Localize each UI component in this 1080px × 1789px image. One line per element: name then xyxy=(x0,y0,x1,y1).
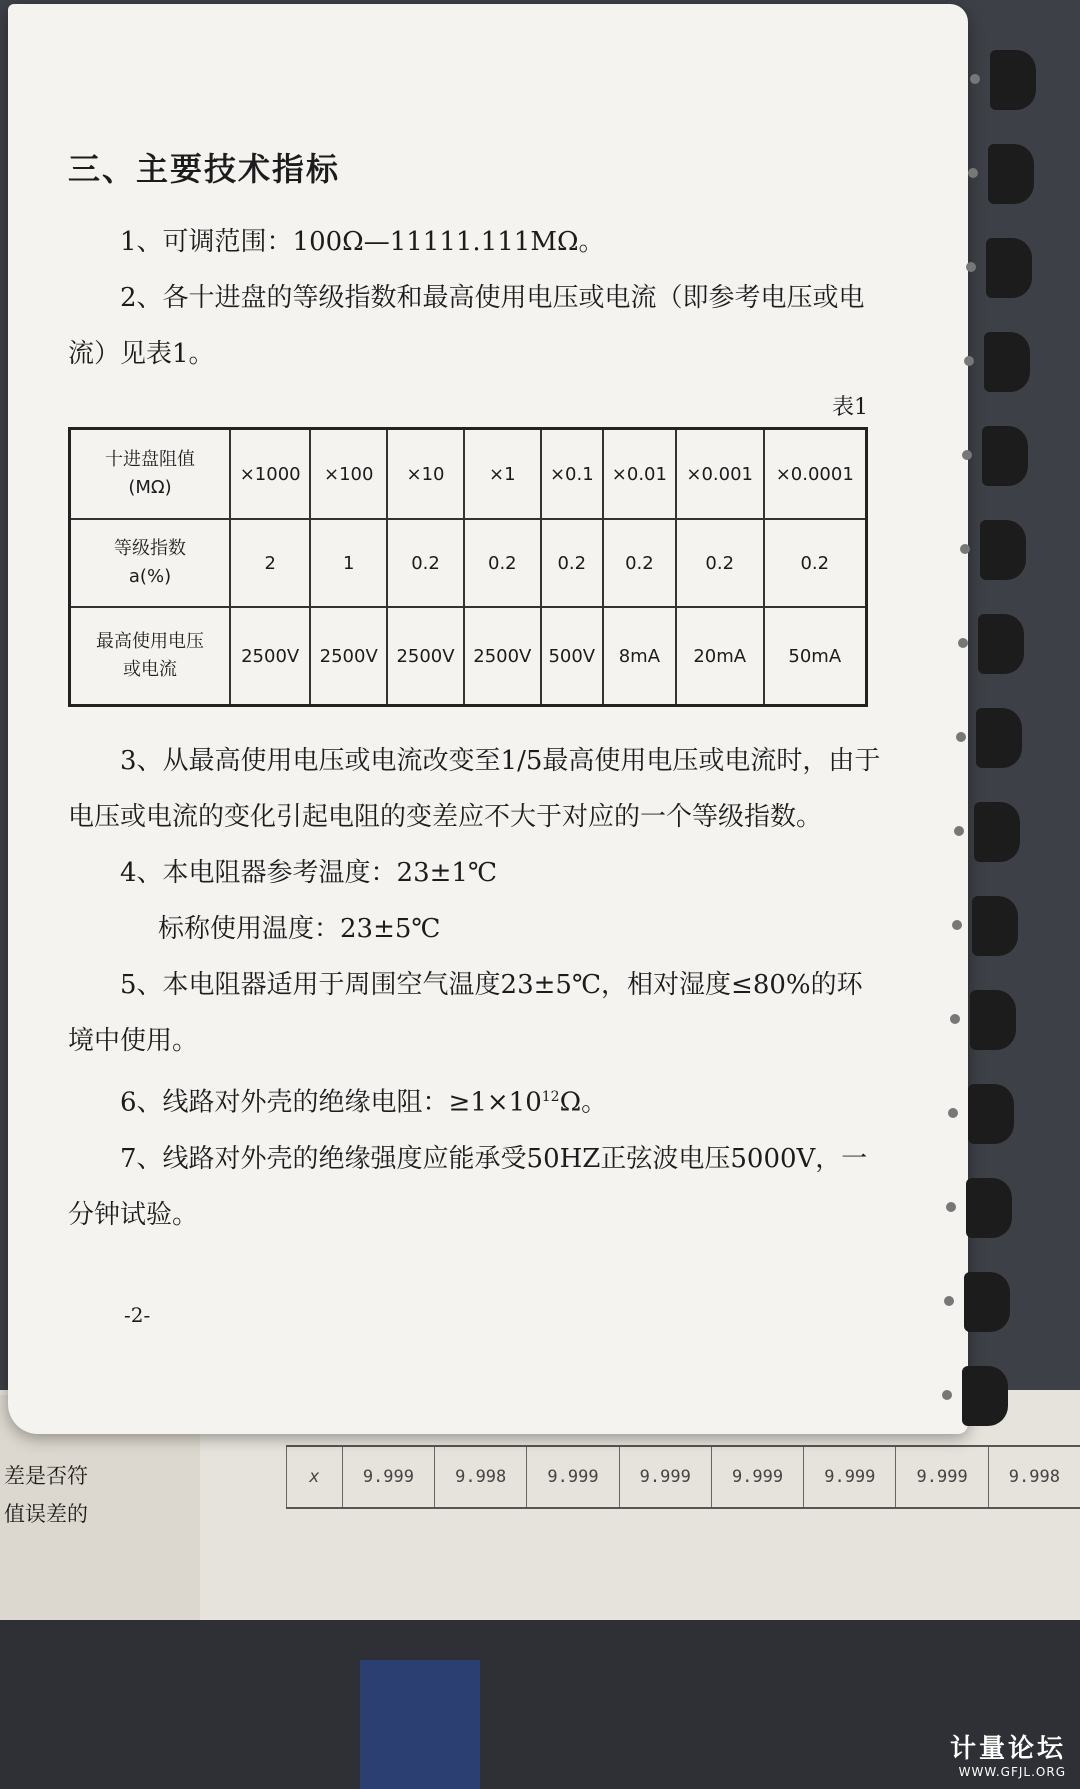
table-cell: 0.2 xyxy=(387,519,464,607)
underlying-table xyxy=(286,1445,1080,1509)
item-4a: 4、本电阻器参考温度：23±1℃ xyxy=(120,858,498,888)
binding-hole xyxy=(964,356,974,366)
binding-ring xyxy=(984,332,1030,392)
binding-hole xyxy=(954,826,964,836)
binding-ring xyxy=(974,802,1020,862)
binding-hole xyxy=(948,1108,958,1118)
table-cell: 2 xyxy=(230,519,310,607)
item-3: 3、从最高使用电压或电流改变至1/5最高使用电压或电流时，由于电压或电流的变化引起电阻的变差应不大于对应的一个等级指数。 xyxy=(68,746,881,832)
table-row-header: 等级指数 a(%) xyxy=(70,519,231,607)
table-cell: 500V xyxy=(541,607,603,706)
table-cell: 1 xyxy=(310,519,387,607)
item-2: 2、各十进盘的等级指数和最高使用电压或电流（即参考电压或电流）见表1。 xyxy=(68,283,865,369)
under-table-cell: 9.999 xyxy=(803,1447,895,1507)
item-4b: 标称使用温度：23±5℃ xyxy=(158,914,441,944)
table-cell: ×0.01 xyxy=(603,429,676,520)
under-table-cell: 9.998 xyxy=(988,1447,1080,1507)
table-caption: 表1 xyxy=(832,395,868,420)
table-cell: ×0.0001 xyxy=(764,429,867,520)
table-cell: 0.2 xyxy=(603,519,676,607)
table-cell: ×100 xyxy=(310,429,387,520)
binding-ring xyxy=(962,1366,1008,1426)
table-cell: 0.2 xyxy=(676,519,764,607)
section-heading: 三、主要技术指标 xyxy=(68,150,341,188)
item-6 xyxy=(68,1069,888,1131)
under-left-line-2: 值误差的 xyxy=(4,1502,88,1526)
binding-ring xyxy=(988,144,1034,204)
table-cell: 2500V xyxy=(230,607,310,706)
table-cell: 50mA xyxy=(764,607,867,706)
under-table-cell: 9.999 xyxy=(342,1447,434,1507)
table-row xyxy=(70,519,867,607)
binding-hole xyxy=(968,168,978,178)
watermark xyxy=(950,1728,1066,1779)
blue-object xyxy=(360,1660,480,1789)
binding-ring xyxy=(972,896,1018,956)
table-cell: ×1 xyxy=(464,429,541,520)
binding-ring xyxy=(964,1272,1010,1332)
binding-hole xyxy=(966,262,976,272)
table-cell: 0.2 xyxy=(464,519,541,607)
watermark-title: 计量论坛 xyxy=(949,1734,1066,1764)
table-cell: ×0.1 xyxy=(541,429,603,520)
binding-ring xyxy=(976,708,1022,768)
table-cell: ×10 xyxy=(387,429,464,520)
table-cell: 2500V xyxy=(310,607,387,706)
binding-ring xyxy=(978,614,1024,674)
binding-hole xyxy=(944,1296,954,1306)
under-table-cell: 9.998 xyxy=(434,1447,526,1507)
table-cell: 2500V xyxy=(464,607,541,706)
table-cell: 2500V xyxy=(387,607,464,706)
binding-hole xyxy=(946,1202,956,1212)
binding-hole xyxy=(942,1390,952,1400)
item-6-exponent: 12 xyxy=(541,1089,560,1105)
under-left-line-1: 差是否符 xyxy=(4,1464,88,1488)
table-cell: 8mA xyxy=(603,607,676,706)
binding-ring xyxy=(966,1178,1012,1238)
binding-hole xyxy=(962,450,972,460)
table-row xyxy=(70,607,867,706)
item-6-suffix: Ω。 xyxy=(559,1087,608,1118)
under-table-cell: 9.999 xyxy=(711,1447,803,1507)
binding-hole xyxy=(958,638,968,648)
binding-hole xyxy=(950,1014,960,1024)
item-7: 7、线路对外壳的绝缘强度应能承受50HZ正弦波电压5000V，一分钟试验。 xyxy=(68,1143,868,1230)
table-cell: 20mA xyxy=(676,607,764,706)
binding-ring xyxy=(990,50,1036,110)
binding-ring xyxy=(980,520,1026,580)
item-5: 5、本电阻器适用于周围空气温度23±5℃，相对湿度≤80%的环境中使用。 xyxy=(68,970,863,1056)
binding-hole xyxy=(956,732,966,742)
document-page xyxy=(8,4,968,1434)
desk-background xyxy=(0,1620,1080,1789)
table-row-header: 十进盘阻值 (MΩ) xyxy=(70,429,231,520)
under-table-cell: x xyxy=(286,1447,342,1507)
spec-table xyxy=(68,427,868,707)
binding-hole xyxy=(960,544,970,554)
binding-ring xyxy=(968,1084,1014,1144)
under-table-cell: 9.999 xyxy=(619,1447,711,1507)
binding-ring xyxy=(970,990,1016,1050)
binding-hole xyxy=(952,920,962,930)
item-6-prefix: 6、线路对外壳的绝缘电阻：≥1×10 xyxy=(120,1087,542,1118)
table-cell: 0.2 xyxy=(764,519,867,607)
table-row-header: 最高使用电压 或电流 xyxy=(70,607,231,706)
under-table-cell: 9.999 xyxy=(895,1447,987,1507)
page-content xyxy=(68,144,888,1327)
table-row xyxy=(70,429,867,520)
table-cell: 0.2 xyxy=(541,519,603,607)
binding-ring xyxy=(982,426,1028,486)
binding-ring xyxy=(986,238,1032,298)
item-1: 1、可调范围：100Ω—11111.111MΩ。 xyxy=(120,227,605,257)
page-number: -2- xyxy=(124,1302,151,1327)
under-table-cell: 9.999 xyxy=(526,1447,618,1507)
watermark-url: WWW.GFJL.ORG xyxy=(958,1765,1066,1779)
table-cell: ×0.001 xyxy=(676,429,764,520)
binding-hole xyxy=(970,74,980,84)
table-cell: ×1000 xyxy=(230,429,310,520)
